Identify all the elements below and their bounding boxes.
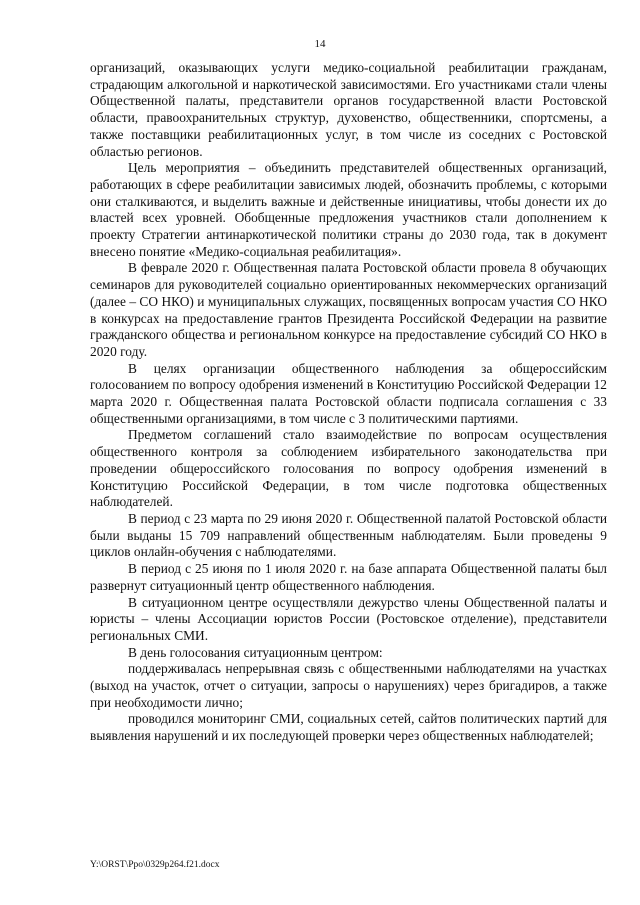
paragraph: В период с 25 июня по 1 июля 2020 г. на базе аппарата Общественной палаты был развернут ситуационный центр общественного наблюдения. bbox=[90, 561, 607, 593]
paragraph: поддерживалась непрерывная связь с общественными наблюдателями на участках (выход на участок, отчет о ситуации, запросы о нарушениях) через бригадиров, а также при необходимости лично; bbox=[90, 661, 607, 710]
document-body bbox=[90, 60, 607, 745]
paragraph: В период с 23 марта по 29 июня 2020 г. Общественной палатой Ростовской области были выданы 15 709 направлений общественным наблюдателям. Были проведены 9 циклов онлайн-обучения с наблюдателями. bbox=[90, 510, 607, 560]
paragraph: В день голосования ситуационным центром: bbox=[128, 644, 383, 660]
paragraph: Предметом соглашений стало взаимодействие по вопросам осуществления общественного контроля за соблюдением избирательного законодательства при проведении общероссийского голосования по вопросу одобрения изменений в Конституцию Российской Федерации, в том числе подготовка общественных наблюдателей. bbox=[90, 427, 607, 510]
footer-file-path: Y:\ORST\Ppo\0329p264.f21.docx bbox=[90, 860, 220, 870]
paragraph: проводился мониторинг СМИ, социальных сетей, сайтов политических партий для выявления нарушений и их последующей проверки через общественных наблюдателей; bbox=[90, 711, 607, 744]
paragraph: Цель мероприятия – объединить представителей общественных организаций, работающих в сфере реабилитации зависимых людей, обозначить проблемы, с которыми они сталкиваются, и выделить важные и действенные инициативы, чтобы донести их до властей всех уровней. Обобщенные предложения участников стали дополнением к проекту Стратегии антинаркотической политики страны до 2030 года, так в документ внесено понятие «Медико-социальная реабилитация». bbox=[90, 160, 607, 259]
paragraph-continuation: организаций, оказывающих услуги медико-социальной реабилитации гражданам, страдающим алкогольной и наркотической зависимостями. Его участниками стали члены Общественной палаты, представители органов государственной власти Ростовской области, правоохранительных структур, духовенство, общественники, спортсмены, а также поставщики реабилитационных услуг, в том числе из соседних с Ростовской областью регионов. bbox=[90, 60, 607, 159]
paragraph: В ситуационном центре осуществляли дежурство члены Общественной палаты и юристы – члены Ассоциации юристов России (Ростовское отделение), представители региональных СМИ. bbox=[90, 594, 607, 643]
paragraph: В феврале 2020 г. Общественная палата Ростовской области провела 8 обучающих семинаров для руководителей социально ориентированных некоммерческих организаций (далее – СО НКО) и муниципальных служащих, посвященных вопросам участия СО НКО в конкурсах на предоставление грантов Президента Российской Федерации на развитие гражданского общества и региональном конкурсе на предоставление субсидий СО НКО в 2020 году. bbox=[90, 260, 607, 359]
paragraph: В целях организации общественного наблюдения за общероссийским голосованием по вопросу одобрения изменений в Конституцию Российской Федерации 12 марта 2020 г. Общественная палата Ростовской области подписала соглашения с 33 общественными организациями, в том числе с 3 политическими партиями. bbox=[90, 360, 607, 426]
page-number: 14 bbox=[314, 38, 326, 50]
